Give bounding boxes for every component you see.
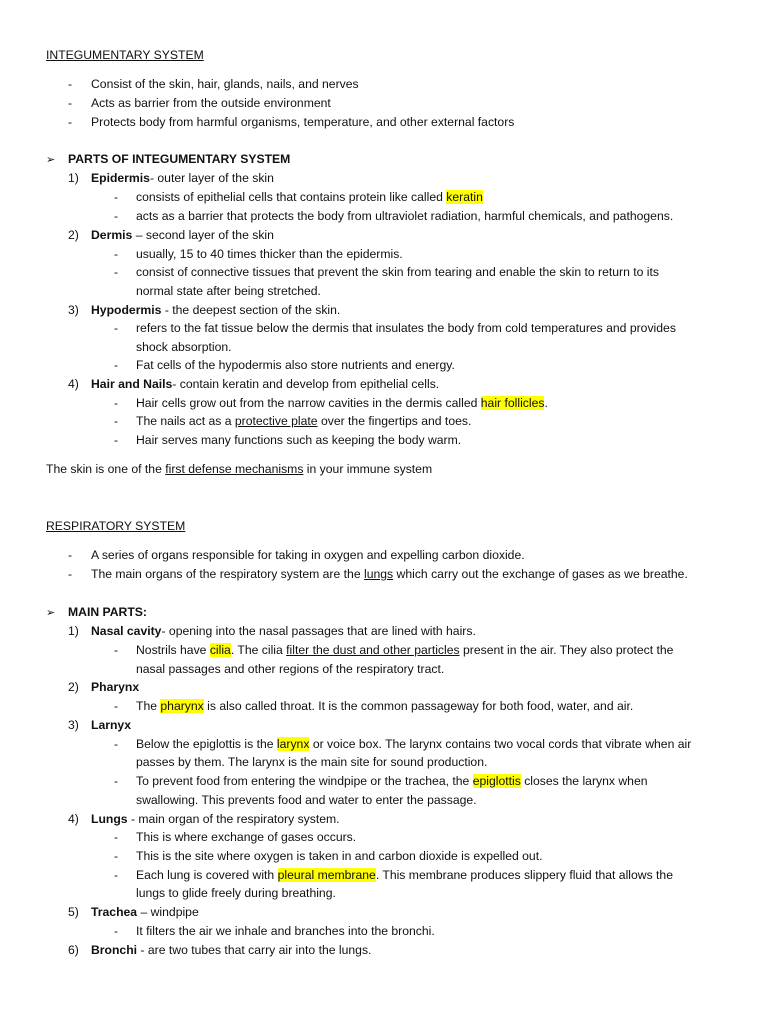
sub-bullet-continued: normal state after being stretched. — [136, 284, 321, 298]
parts-heading: PARTS OF INTEGUMENTARY SYSTEM — [68, 152, 291, 166]
text: present in the air. They also protect the — [459, 643, 674, 657]
text: in your immune system — [303, 462, 433, 476]
bullet-dash: - — [68, 548, 73, 562]
highlight-keratin: keratin — [446, 190, 483, 204]
sub-bullet-continued: passes by them. The larynx is the main site for sound production. — [136, 755, 488, 769]
sub-bullet: refers to the fat tissue below the dermis that insulates the body from cold temperatures and provides — [136, 321, 676, 335]
list-item-nasal-cavity — [91, 623, 476, 639]
text: consists of epithelial cells that contains protein like called — [136, 190, 447, 204]
bullet-text: Consist of the skin, hair, glands, nails, and nerves — [91, 77, 359, 91]
sub-bullet — [136, 413, 471, 429]
definition: – windpipe — [137, 905, 199, 919]
sub-bullet: This is the site where oxygen is taken in and carbon dioxide is expelled out. — [136, 849, 543, 863]
bullet-dash: - — [114, 774, 119, 788]
text: Each lung is covered with — [136, 868, 278, 882]
sub-bullet: usually, 15 to 40 times thicker than the epidermis. — [136, 247, 403, 261]
definition: - contain keratin and develop from epithelial cells. — [172, 377, 440, 391]
sub-bullet-continued: lungs to glide freely during breathing. — [136, 886, 336, 900]
list-number: 5) — [68, 905, 79, 919]
term: Dermis — [91, 228, 133, 242]
list-item-epidermis — [91, 170, 274, 186]
text: Hair cells grow out from the narrow cavities in the dermis called — [136, 396, 481, 410]
highlight-cilia: cilia — [209, 643, 231, 657]
bullet-dash: - — [114, 924, 119, 938]
text: is also called throat. It is the common passageway for both food, water, and air. — [203, 699, 634, 713]
bullet-dash: - — [114, 190, 119, 204]
term: Epidermis — [91, 171, 150, 185]
sub-bullet: consist of connective tissues that prevent the skin from tearing and enable the skin to return to its — [136, 265, 659, 279]
sub-bullet-continued: nasal passages and other regions of the respiratory tract. — [136, 662, 445, 676]
list-number: 2) — [68, 228, 79, 242]
text: . This membrane produces slippery fluid that allows the — [375, 868, 673, 882]
term: Nasal cavity — [91, 624, 162, 638]
highlight-larynx: larynx — [276, 737, 310, 751]
underlined-first-defense: first defense mechanisms — [165, 462, 304, 476]
list-item-pharynx: Pharynx — [91, 680, 140, 694]
sub-bullet — [136, 698, 633, 714]
sub-bullet — [136, 395, 548, 411]
term: Hypodermis — [91, 303, 162, 317]
list-number: 4) — [68, 812, 79, 826]
term: Trachea — [91, 905, 138, 919]
definition: - outer layer of the skin — [149, 171, 274, 185]
bullet-text: Protects body from harmful organisms, temperature, and other external factors — [91, 115, 515, 129]
list-number: 2) — [68, 680, 79, 694]
sub-bullet: This is where exchange of gases occurs. — [136, 830, 357, 844]
text: over the fingertips and toes. — [317, 414, 472, 428]
list-number: 4) — [68, 377, 79, 391]
definition: - the deepest section of the skin. — [161, 303, 341, 317]
bullet-dash: - — [114, 209, 119, 223]
section-title-integumentary: INTEGUMENTARY SYSTEM — [46, 48, 204, 62]
highlight-pleural-membrane: pleural membrane — [277, 868, 376, 882]
sub-bullet — [136, 736, 691, 752]
sub-bullet — [136, 867, 673, 883]
bullet-dash: - — [114, 396, 119, 410]
underlined-filter: filter the dust and other particles — [286, 643, 460, 657]
highlight-pharynx: pharynx — [160, 699, 204, 713]
text: or voice box. The larynx contains two vocal cords that vibrate when air — [309, 737, 692, 751]
sub-bullet — [136, 773, 648, 789]
list-item-bronchi — [91, 942, 371, 958]
list-item-hypodermis — [91, 302, 340, 318]
bullet-dash: - — [114, 868, 119, 882]
list-number: 1) — [68, 171, 79, 185]
list-number: 6) — [68, 943, 79, 957]
term: Hair and Nails — [91, 377, 173, 391]
text: The skin is one of the — [46, 462, 166, 476]
text: Below the epiglottis is the — [136, 737, 277, 751]
text: closes the larynx when — [520, 774, 648, 788]
bullet-text — [91, 566, 688, 582]
section-title-respiratory: RESPIRATORY SYSTEM — [46, 519, 186, 533]
text: . The cilia — [230, 643, 287, 657]
definition: - main organ of the respiratory system. — [127, 812, 340, 826]
bullet-dash: - — [114, 830, 119, 844]
sub-bullet — [136, 189, 483, 205]
sub-bullet: Hair serves many functions such as keeping the body warm. — [136, 433, 462, 447]
list-item-lungs — [91, 811, 340, 827]
term: Bronchi — [91, 943, 138, 957]
text: The nails act as a — [136, 414, 235, 428]
text: . — [544, 396, 548, 410]
list-item-dermis — [91, 227, 274, 243]
definition: – second layer of the skin — [132, 228, 274, 242]
parts-heading: MAIN PARTS: — [68, 605, 147, 619]
bullet-dash: - — [114, 737, 119, 751]
text: The main organs of the respiratory system are the — [91, 567, 364, 581]
bullet-dash: - — [114, 699, 119, 713]
definition: - opening into the nasal passages that are lined with hairs. — [161, 624, 476, 638]
definition: - are two tubes that carry air into the lungs. — [137, 943, 372, 957]
term: Lungs — [91, 812, 128, 826]
text: To prevent food from entering the windpipe or the trachea, the — [136, 774, 473, 788]
bullet-dash: - — [114, 321, 119, 335]
bullet-dash: - — [114, 414, 119, 428]
highlight-hair-follicles: hair follicles — [480, 396, 545, 410]
bullet-dash: - — [114, 433, 119, 447]
text: which carry out the exchange of gases as we breathe. — [393, 567, 688, 581]
bullet-dash: - — [114, 265, 119, 279]
list-number: 3) — [68, 303, 79, 317]
sub-bullet: Fat cells of the hypodermis also store nutrients and energy. — [136, 358, 455, 372]
list-item-larnyx: Larnyx — [91, 718, 131, 732]
list-number: 3) — [68, 718, 79, 732]
bullet-dash: - — [114, 358, 119, 372]
sub-bullet: It filters the air we inhale and branches into the bronchi. — [136, 924, 435, 938]
sub-bullet-continued: swallowing. This prevents food and water to enter the passage. — [136, 793, 477, 807]
sub-bullet — [136, 642, 673, 658]
arrow-bullet-icon: ➢ — [46, 607, 56, 619]
closing-sentence — [46, 461, 432, 477]
text: The — [136, 699, 161, 713]
list-item-hair-and-nails — [91, 376, 439, 392]
bullet-dash: - — [68, 567, 73, 581]
underlined-protective-plate: protective plate — [234, 414, 318, 428]
sub-bullet: acts as a barrier that protects the body from ultraviolet radiation, harmful chemicals, and pathogens. — [136, 209, 674, 223]
bullet-text: A series of organs responsible for taking in oxygen and expelling carbon dioxide. — [91, 548, 525, 562]
highlight-epiglottis: epiglottis — [472, 774, 521, 788]
bullet-dash: - — [68, 96, 73, 110]
text: Nostrils have — [136, 643, 210, 657]
bullet-dash: - — [114, 643, 119, 657]
underlined-lungs: lungs — [364, 567, 394, 581]
bullet-dash: - — [68, 77, 73, 91]
bullet-dash: - — [68, 115, 73, 129]
bullet-dash: - — [114, 849, 119, 863]
bullet-text: Acts as barrier from the outside environment — [91, 96, 331, 110]
sub-bullet-continued: shock absorption. — [136, 340, 232, 354]
list-number: 1) — [68, 624, 79, 638]
list-item-trachea — [91, 904, 199, 920]
arrow-bullet-icon: ➢ — [46, 154, 56, 166]
bullet-dash: - — [114, 247, 119, 261]
